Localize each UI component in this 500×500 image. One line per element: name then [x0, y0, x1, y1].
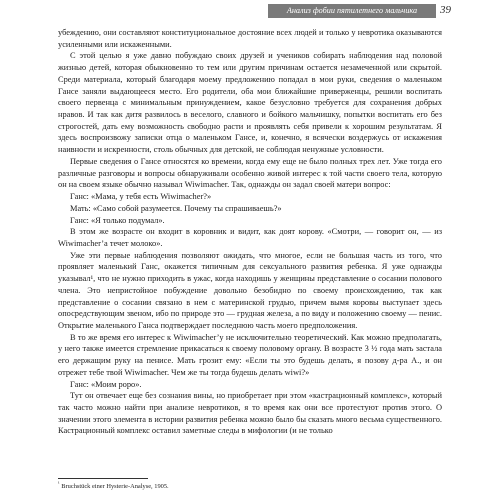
paragraph: В то же время его интерес к Wiwimacher’у не исключительно теоретический. Как можно предполагать, у него также имеется стремление прикасаться к своему половому органу. В возрасте 3 ½ года мать застала его держащим руку на пенисе. Мать грозит ему: «Если ты это будешь делать, я позову д-ра А., и он отрежет тебе твой Wiwimacher. Чем же ты тогда будешь делать wiwi?»	[58, 332, 442, 377]
paragraph: Первые сведения о Гансе относятся ко времени, когда ему еще не было полных трех лет. Уже тогда его различные разговоры и вопросы обнаруживали особенно живой интерес к той части своего тела, которую он на своем языке обычно называл Wiwimacher. Так, однажды он задал своей матери вопрос:	[58, 156, 442, 190]
paragraph: С этой целью я уже давно побуждаю своих друзей и учеников собирать наблюдения над половой жизнью детей, которая обыкновенно то тем или другим причинам остается незамеченной или скрытой. Среди материала, который благодаря моему предложению попадал в мои руки, сведения о маленьком Гансе заняли выдающееся место. Его родители, оба мои ближайшие приверженцы, решили воспитать своего первенца с минимальным принуждением, какое безусловно требуется для сохранения добрых нравов. И так как дитя развилось в веселого, славного и бойкого мальчишку, попытки воспитать его без строгостей, дать ему возможность свободно расти и проявлять себя привели к хорошим результатам. Я здесь воспроизвожу записки отца о маленьком Гансе, и, конечно, я всячески воздержусь от искажения наивности и искренности, столь обычных для детской, не соблюдая ненужные условности.	[58, 51, 442, 155]
footnote-text: Bruchstück einer Hysterie-Analyse, 1905.	[61, 483, 169, 490]
body-text	[58, 27, 442, 437]
footnote-rule	[58, 478, 148, 479]
paragraph: Ганс: «Я только подумал».	[70, 215, 165, 225]
paragraph: Уже эти первые наблюдения позволяют ожидать, что многое, если не большая часть из того, что проявляет маленький Ганс, окажется типичным для сексуального развития ребенка. Я уже однажды указывал¹, что не нужно приходить в ужас, когда находишь у женщины представление о сосании полового члена. Это непристойное побуждение довольно безобидно по своему происхождению, так как представление о сосании связано в нем с материнской грудью, причем вымя коровы выступает здесь опосредствующим звеном, ибо по природе это — грудная железа, а по виду и положению своему — пенис. Открытие маленького Ганса подтверждает последнюю часть моего предположения.	[58, 250, 442, 330]
running-title: Анализ фобии пятилетнего мальчика	[286, 6, 418, 15]
footnote-marker: ¹	[58, 480, 60, 487]
running-header	[268, 4, 436, 18]
paragraph: Ганс: «Мама, у тебя есть Wiwimacher?»	[70, 192, 212, 202]
footnote	[58, 482, 169, 491]
paragraph: Мать: «Само собой разумеется. Почему ты спрашиваешь?»	[70, 203, 282, 213]
paragraph: Тут он отвечает еще без сознания вины, но приобретает при этом «кастрационный комплекс», который так часто можно найти при анализе невротиков, я то время как они все протестуют против этого. О значении этого элемента в истории развития ребенка можно было бы сказать много весьма существенного. Кастрационный комплекс оставил заметные следы в мифологии (и не только	[58, 391, 442, 436]
paragraph: убеждению, они составляют конституциональное достояние всех людей и только у невротика оказываются усиленными или искаженными.	[58, 28, 442, 49]
paragraph: Ганс: «Моим popo».	[70, 379, 142, 389]
paragraph: В этом же возрасте он входит в коровник и видит, как доят корову. «Смотри, — говорит он, — из Wiwimacher’а течет молоко».	[58, 227, 442, 248]
page-number: 39	[440, 4, 451, 16]
